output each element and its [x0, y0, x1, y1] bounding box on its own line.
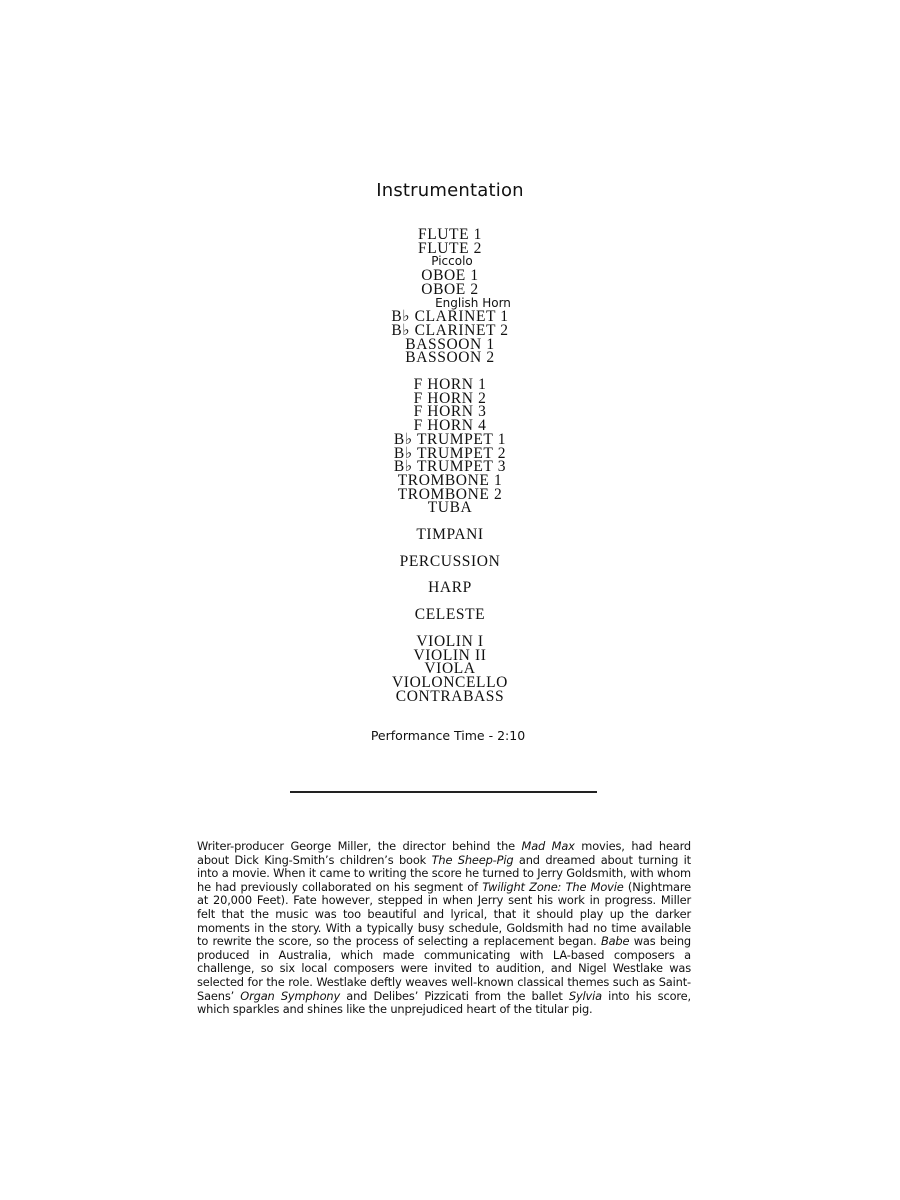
- instrument-item: TROMBONE 1: [397, 471, 503, 489]
- instrument-item: English Horn: [435, 295, 511, 310]
- italic-title: Sylvia: [568, 988, 602, 1003]
- italic-title: Organ Symphony: [240, 988, 341, 1003]
- instrument-item: BASSOON 2: [405, 349, 495, 367]
- instrument-group: [0, 378, 900, 515]
- instrument-item: FLUTE 2: [417, 239, 483, 257]
- italic-title: The Sheep-Pig: [431, 852, 514, 867]
- instrument-item: OBOE 1: [421, 267, 479, 285]
- instrument-group: [0, 552, 900, 570]
- instrument-group: [0, 581, 900, 595]
- instrument-item: B♭ TRUMPET 1: [393, 430, 507, 448]
- instrument-group: [0, 608, 900, 622]
- instrument-item: CELESTE: [414, 606, 486, 624]
- instrument-item: B♭ CLARINET 1: [391, 308, 509, 326]
- instrument-item: FLUTE 1: [417, 226, 483, 243]
- italic-title: Babe: [600, 934, 630, 949]
- note-text: movies, had heard about Dick King-Smith’s children’s book: [197, 839, 691, 867]
- note-text: and Delibes’ Pizzicati from the ballet: [340, 988, 569, 1003]
- divider: [290, 791, 597, 793]
- instrument-group: [0, 228, 900, 365]
- instrument-item: VIOLIN II: [413, 646, 487, 664]
- page-title: Instrumentation: [376, 180, 524, 201]
- instrument-item: B♭ TRUMPET 3: [393, 458, 507, 476]
- note-text: Writer-producer George Miller, the director behind the: [197, 839, 522, 853]
- instrument-item: B♭ CLARINET 2: [391, 321, 509, 339]
- instrument-item: F HORN 3: [413, 403, 487, 421]
- note-text: (Nightmare at 20,000 Feet). Fate however, stepped in when Jerry sent his work in progress. Miller felt that the music was too beautiful and lyrical, that it should play up the darker moments in the story. With a typically busy schedule, Goldsmith had no time available to rewrite the score, so the process of selecting a replacement began.: [197, 879, 691, 949]
- note-text: into his score, which sparkles and shines like the unprejudiced heart of the titular pig.: [197, 988, 691, 1017]
- italic-title: Mad Max: [521, 839, 575, 853]
- instrument-item: VIOLIN I: [416, 632, 484, 650]
- performance-time: Performance Time - 2:10: [370, 728, 526, 743]
- note-text: and dreamed about turning it into a movie. When it came to writing the score he turned to Jerry Goldsmith, with whom he had previously collaborated on his segment of: [197, 852, 691, 894]
- note-text: was being produced in Australia, which made communicating with LA-based composers a challenge, so six local composers were invited to audition, and Nigel Westlake was selected for the role. Westlake deftly weaves well-known classical themes such as Saint-Saens’: [197, 934, 691, 1003]
- instrument-item: CONTRABASS: [395, 687, 505, 705]
- instrument-group: [0, 528, 900, 542]
- instrument-item: F HORN 4: [413, 417, 487, 435]
- instrument-list: [0, 228, 900, 716]
- instrument-group: [0, 632, 900, 705]
- instrument-item: VIOLA: [424, 660, 476, 678]
- instrument-item: B♭ TRUMPET 2: [393, 444, 507, 462]
- instrument-item: TROMBONE 2: [397, 485, 503, 503]
- instrument-item: PERCUSSION: [399, 552, 501, 570]
- instrument-item: F HORN 1: [413, 376, 487, 394]
- instrument-item: HARP: [428, 579, 472, 597]
- instrument-item: TUBA: [427, 499, 473, 517]
- instrument-item: TIMPANI: [416, 526, 484, 544]
- italic-title: Twilight Zone: The Movie: [482, 879, 624, 894]
- instrument-item: BASSOON 1: [405, 335, 495, 353]
- instrument-item: VIOLONCELLO: [392, 673, 508, 691]
- instrument-item: OBOE 2: [421, 280, 479, 298]
- program-note: [197, 840, 691, 1017]
- instrument-item: Piccolo: [431, 254, 473, 269]
- instrument-item: F HORN 2: [413, 389, 487, 407]
